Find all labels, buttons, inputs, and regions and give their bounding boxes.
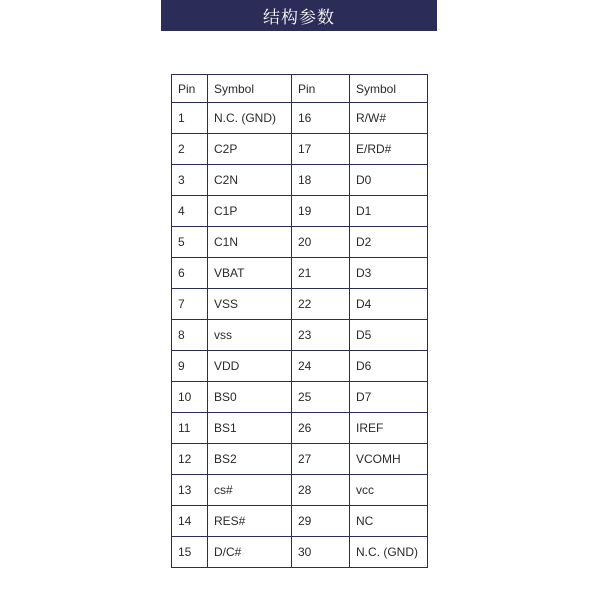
pin-symbol-right: NC [350,506,428,537]
pin-number-right: 18 [292,165,350,196]
table-row [172,506,428,537]
pin-number-right: 25 [292,382,350,413]
header-symbol-left: Symbol [208,75,292,103]
table-row [172,475,428,506]
table-row [172,258,428,289]
table-row [172,413,428,444]
pin-symbol-right: E/RD# [350,134,428,165]
pin-number-right: 21 [292,258,350,289]
pin-number-left: 5 [172,227,208,258]
pin-symbol-right: D5 [350,320,428,351]
pin-number-left: 10 [172,382,208,413]
pin-number-right: 22 [292,289,350,320]
pin-symbol-left: N.C. (GND) [208,103,292,134]
pin-number-left: 13 [172,475,208,506]
table-row [172,227,428,258]
pin-symbol-left: BS2 [208,444,292,475]
table-row [172,320,428,351]
pin-symbol-left: VBAT [208,258,292,289]
pin-number-left: 7 [172,289,208,320]
pin-symbol-right: D1 [350,196,428,227]
pin-number-left: 8 [172,320,208,351]
pin-number-left: 11 [172,413,208,444]
pin-symbol-right: IREF [350,413,428,444]
table-row [172,351,428,382]
pin-symbol-right: vcc [350,475,428,506]
pin-number-right: 28 [292,475,350,506]
pin-number-left: 6 [172,258,208,289]
pin-symbol-left: BS1 [208,413,292,444]
table-row [172,444,428,475]
pin-number-right: 17 [292,134,350,165]
pin-symbol-left: RES# [208,506,292,537]
pin-symbol-left: D/C# [208,537,292,568]
pin-symbol-left: BS0 [208,382,292,413]
pin-symbol-right: D3 [350,258,428,289]
pin-symbol-left: vss [208,320,292,351]
table-row [172,289,428,320]
pin-symbol-right: D0 [350,165,428,196]
pin-number-left: 2 [172,134,208,165]
pin-number-right: 26 [292,413,350,444]
pin-table-header [172,75,428,103]
pin-symbol-left: cs# [208,475,292,506]
pin-symbol-left: VDD [208,351,292,382]
pin-number-right: 23 [292,320,350,351]
pin-symbol-left: C1N [208,227,292,258]
table-row [172,165,428,196]
page-title: 结构参数 [263,8,335,28]
pin-number-right: 20 [292,227,350,258]
pin-number-left: 4 [172,196,208,227]
pin-number-right: 30 [292,537,350,568]
pin-symbol-left: C2N [208,165,292,196]
pin-table [171,74,428,568]
pin-number-left: 3 [172,165,208,196]
header-row [172,75,428,103]
pin-symbol-right: D6 [350,351,428,382]
pin-symbol-left: C1P [208,196,292,227]
pin-number-right: 19 [292,196,350,227]
pin-symbol-right: R/W# [350,103,428,134]
pin-symbol-right: VCOMH [350,444,428,475]
pin-number-right: 29 [292,506,350,537]
pin-number-left: 1 [172,103,208,134]
pin-number-right: 16 [292,103,350,134]
pin-symbol-right: D2 [350,227,428,258]
table-row [172,537,428,568]
pin-symbol-left: VSS [208,289,292,320]
pin-number-right: 24 [292,351,350,382]
table-row [172,196,428,227]
header-pin-right: Pin [292,75,350,103]
pin-symbol-right: N.C. (GND) [350,537,428,568]
pin-symbol-left: C2P [208,134,292,165]
header-symbol-right: Symbol [350,75,428,103]
table-row [172,103,428,134]
pin-table-body [172,103,428,568]
pin-symbol-right: D4 [350,289,428,320]
pin-number-right: 27 [292,444,350,475]
table-row [172,382,428,413]
header-pin-left: Pin [172,75,208,103]
pin-number-left: 14 [172,506,208,537]
title-banner [161,0,437,31]
pin-number-left: 15 [172,537,208,568]
pin-number-left: 12 [172,444,208,475]
pin-number-left: 9 [172,351,208,382]
pin-symbol-right: D7 [350,382,428,413]
table-row [172,134,428,165]
